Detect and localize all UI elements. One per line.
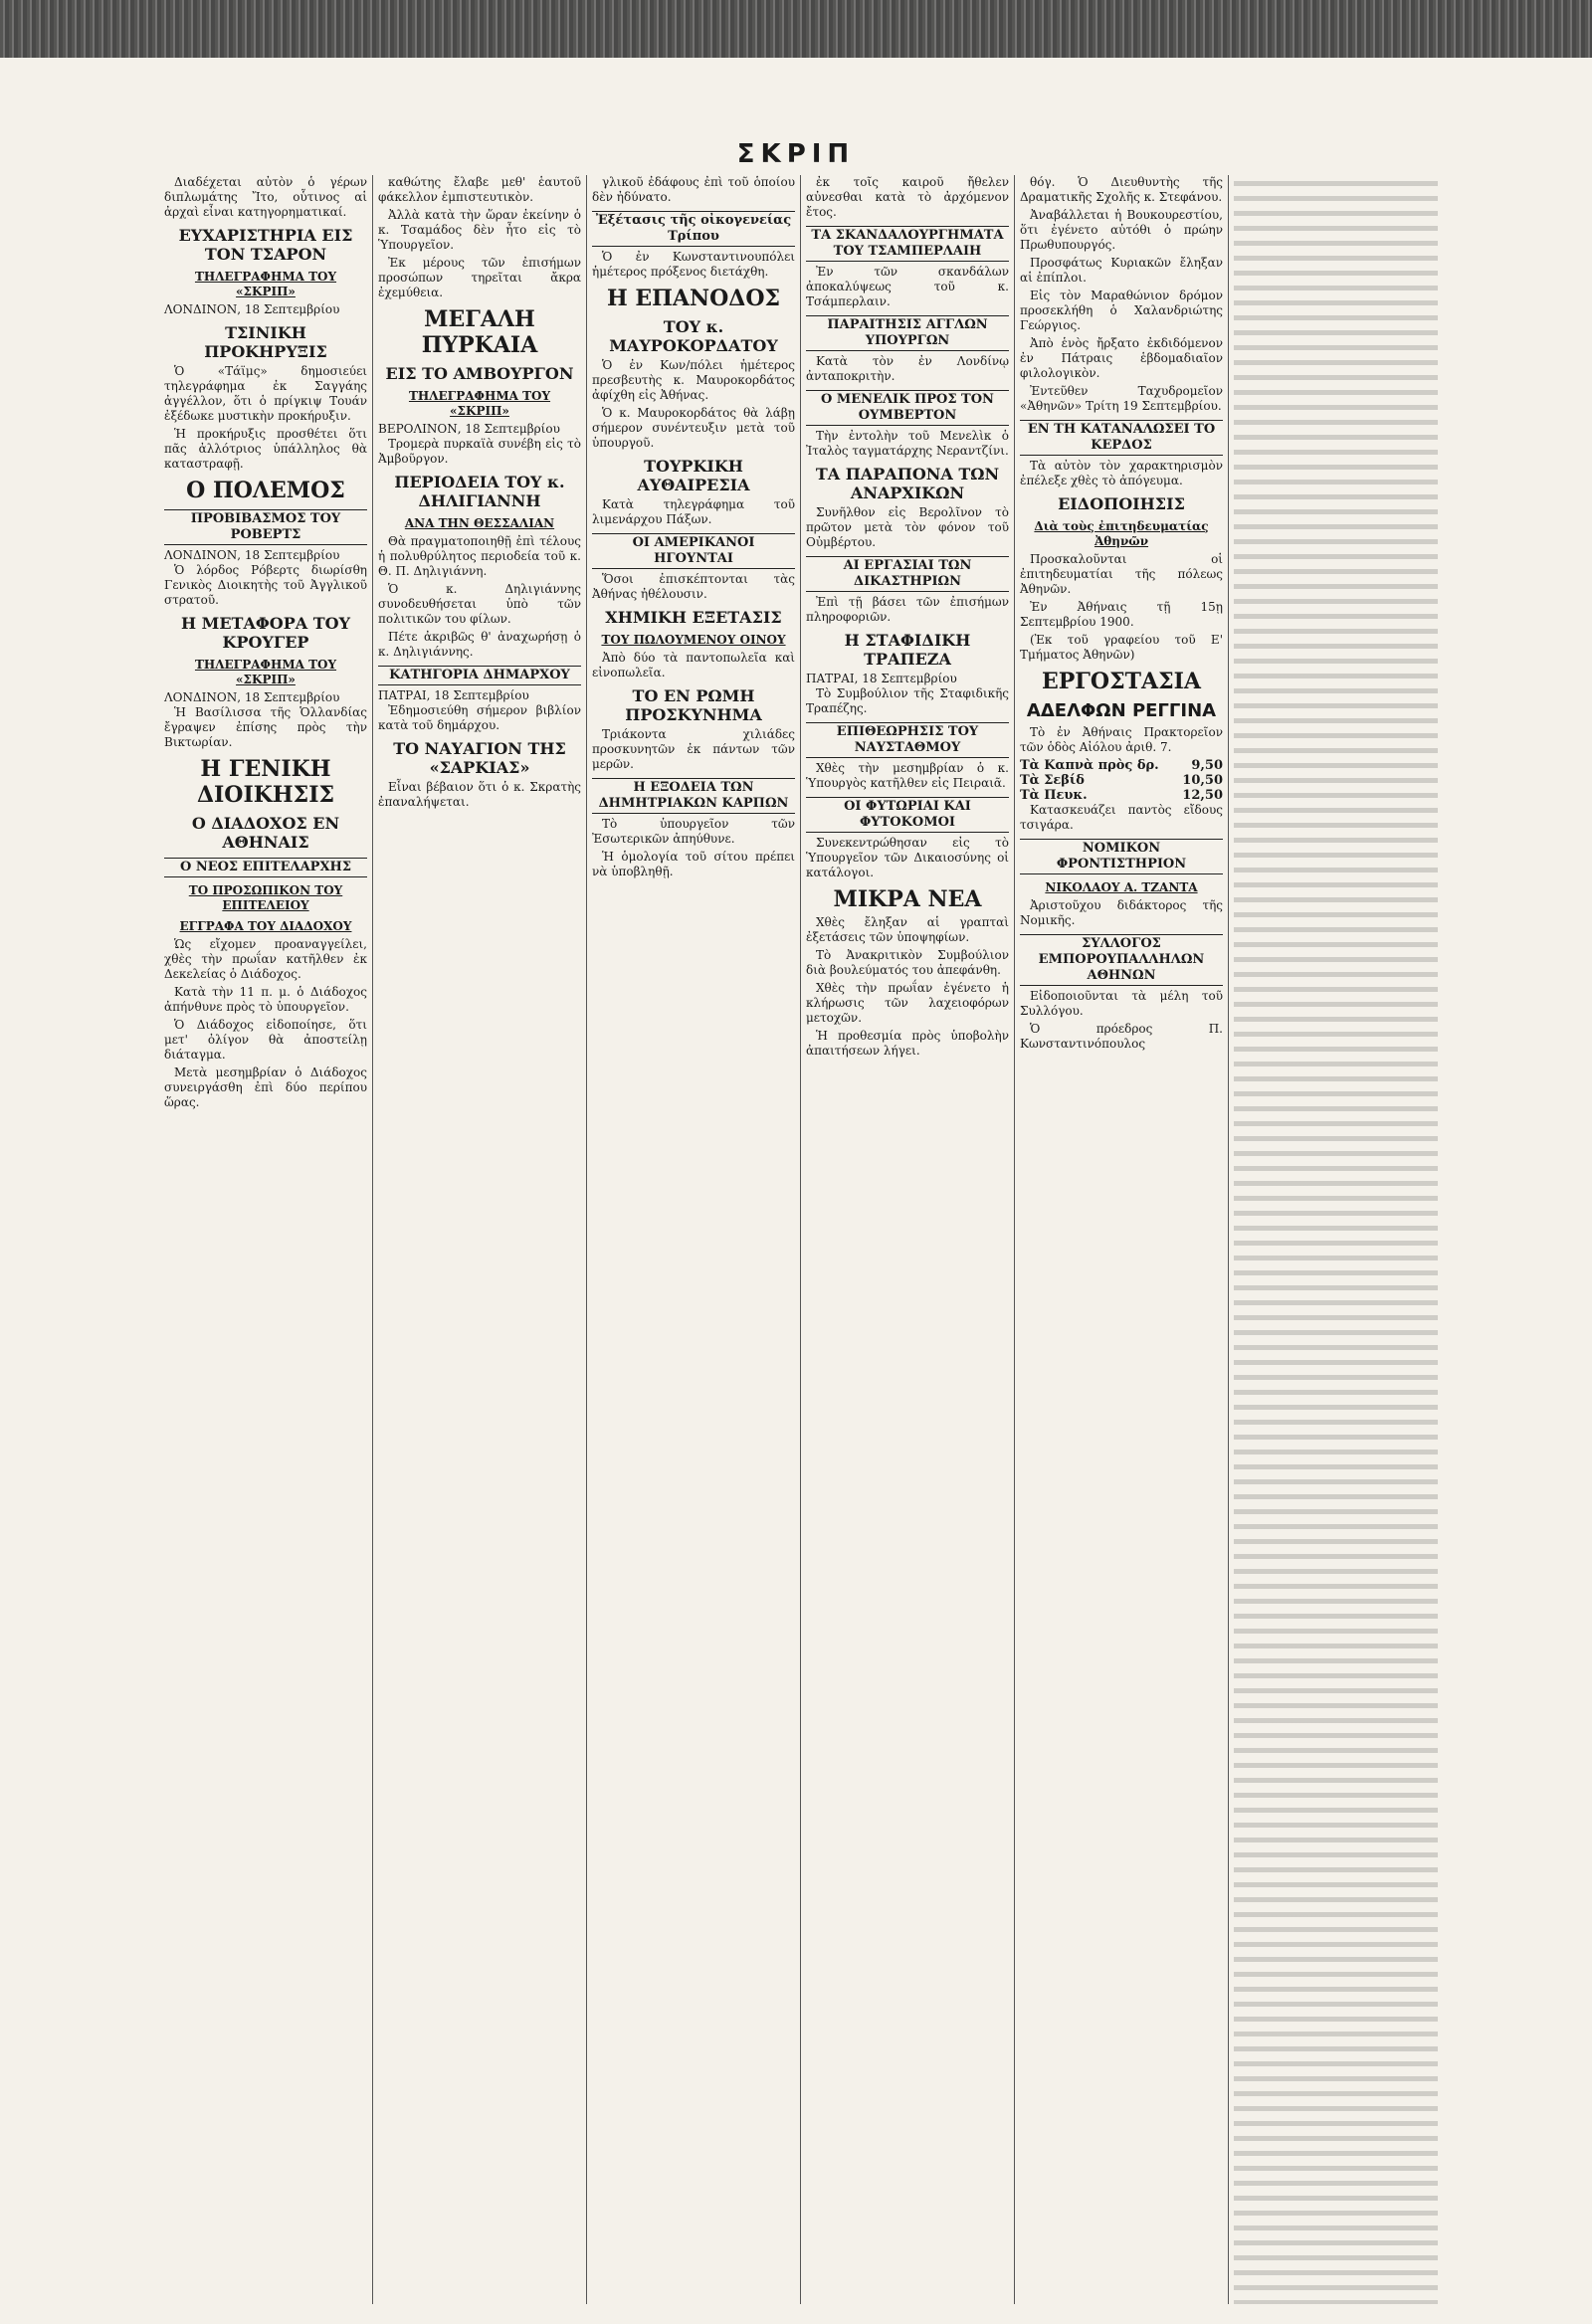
article-paragraph: Τριάκοντα χιλιάδες προσκυνητῶν ἐκ πάντων τῶν μερῶν.	[592, 727, 795, 771]
article-paragraph: Τὸ Συμβούλιον τῆς Σταφιδικῆς Τραπέζης.	[806, 686, 1009, 715]
column-2	[373, 175, 587, 2304]
price-row	[1020, 773, 1223, 788]
article-paragraph: Ἡ ὁμολογία τοῦ σίτου πρέπει νὰ ὑποβληθῇ.	[592, 850, 795, 878]
article-paragraph: ἐκ τοῖς καιροῦ ἤθελεν αὐνεσθαι κατὰ τὸ ἀρχόμενον ἔτος.	[806, 175, 1009, 219]
dateline: ΛΟΝΔΙΝΟΝ, 18 Σεπτεμβρίου	[164, 548, 340, 562]
price-label: Τὰ Πευκ.	[1020, 788, 1088, 803]
article-paragraph: Συνῆλθον εἰς Βερολῖνον τὸ πρῶτον μετὰ τὸν φόνον τοῦ Οὐμβέρτου.	[806, 505, 1009, 549]
price-row	[1020, 788, 1223, 803]
article-paragraph: Μετὰ μεσημβρίαν ὁ Διάδοχος συνειργάσθη ἐπὶ δύο περίπου ὥρας.	[164, 1065, 367, 1109]
column-5	[1015, 175, 1229, 2304]
article-heading: Η ΣΤΑΦΙΔΙΚΗ ΤΡΑΠΕΖΑ	[844, 631, 971, 669]
article-paragraph: Ὁ λόρδος Ρόβερτς διωρίσθη Γενικὸς Διοικητὴς τοῦ Ἀγγλικοῦ στρατοῦ.	[164, 563, 367, 607]
article-heading: ΠΡΟΒΙΒΑΣΜΟΣ ΤΟΥ ΡΟΒΕΡΤΣ	[164, 509, 367, 545]
article-paragraph: Ἀλλὰ κατὰ τὴν ὥραν ἐκείνην ὁ κ. Τσαμάδος δὲν ἦτο εἰς τὸ Ὑπουργεῖον.	[378, 208, 581, 252]
article-paragraph: Ἐδημοσιεύθη σήμερον βιβλίον κατὰ τοῦ δημάρχου.	[378, 703, 581, 732]
article-heading: ΣΥΛΛΟΓΟΣ ΕΜΠΟΡΟΥΠΑΛΛΗΛΩΝ ΑΘΗΝΩΝ	[1020, 934, 1223, 986]
article-paragraph: Ὁ ἐν Κων/πόλει ἡμέτερος πρεσβευτὴς κ. Μαυροκορδάτος ἀφίχθη εἰς Ἀθήνας.	[592, 358, 795, 402]
article-paragraph: Ἐπὶ τῇ βάσει τῶν ἐπισήμων πληροφοριῶν.	[806, 595, 1009, 624]
masthead-title: ΣΚΡΙΠ	[736, 139, 856, 169]
article-heading: ΤΗΛΕΓΡΑΦΗΜΑ ΤΟΥ «ΣΚΡΙΠ»	[194, 658, 337, 686]
article-paragraph: Εἰδοποιοῦνται τὰ μέλη τοῦ Συλλόγου.	[1020, 989, 1223, 1018]
article-heading: ΜΙΚΡΑ ΝΕΑ	[833, 886, 982, 912]
article-heading: Η ΓΕΝΙΚΗ ΔΙΟΙΚΗΣΙΣ	[196, 756, 335, 808]
article-heading: ΟΙ ΦΥΤΩΡΙΑΙ ΚΑΙ ΦΥΤΟΚΟΜΟΙ	[806, 797, 1009, 833]
article-paragraph: Τὴν ἐντολὴν τοῦ Μενελὶκ ὁ Ἰταλὸς ταγματάρχης Νεραντζίνι.	[806, 429, 1009, 458]
article-paragraph: Ἐν τῶν σκανδάλων ἀποκαλύψεως τοῦ κ. Τσάμπερλαιν.	[806, 265, 1009, 308]
article-paragraph: Ἀπὸ δύο τὰ παντοπωλεῖα καὶ εἰνοπωλεῖα.	[592, 651, 795, 679]
price-value: 10,50	[1182, 773, 1223, 788]
article-heading: ΕΙΔΟΠΟΙΗΣΙΣ	[1058, 494, 1185, 513]
article-heading: ΕΝ ΤΗ ΚΑΤΑΝΑΛΩΣΕΙ ΤΟ ΚΕΡΔΟΣ	[1020, 420, 1223, 456]
article-heading: Η ΕΠΑΝΟΔΟΣ	[606, 286, 781, 311]
article-paragraph: Τὸ ὑπουργεῖον τῶν Ἐσωτερικῶν ἀπηύθυνε.	[592, 817, 795, 846]
article-heading: ΕΠΙΘΕΩΡΗΣΙΣ ΤΟΥ ΝΑΥΣΤΑΘΜΟΥ	[806, 722, 1009, 758]
article-paragraph: Τὸ Ἀνακριτικὸν Συμβούλιον διὰ βουλεύματός του ἀπεφάνθη.	[806, 948, 1009, 977]
article-heading: Ο ΠΟΛΕΜΟΣ	[186, 478, 345, 503]
price-value: 12,50	[1182, 788, 1223, 803]
article-paragraph: Εἰς τὸν Μαραθώνιον δρόμον προσεκλήθη ὁ Χαλανδριώτης Γεώργιος.	[1020, 289, 1223, 332]
article-paragraph: Χθὲς τὴν μεσημβρίαν ὁ κ. Ὑπουργὸς κατῆλθεν εἰς Πειραιᾶ.	[806, 761, 1009, 790]
article-paragraph: γλικοῦ ἐδάφους ἐπὶ τοῦ ὁποίου δὲν ἠδύνατο.	[592, 175, 795, 204]
price-label: Τὰ Καπνὰ πρὸς δρ.	[1020, 758, 1159, 773]
article-paragraph: θόγ. Ὁ Διευθυντὴς τῆς Δραματικῆς Σχολῆς κ. Στεφάνου.	[1020, 175, 1223, 204]
article-heading: ΠΑΡΑΙΤΗΣΙΣ ΑΓΓΛΩΝ ΥΠΟΥΡΓΩΝ	[806, 315, 1009, 351]
newspaper-page	[159, 175, 1443, 2304]
article-heading: Ο ΝΕΟΣ ΕΠΙΤΕΛΑΡΧΗΣ	[164, 858, 367, 877]
article-paragraph: Κατὰ τὸν ἐν Λονδίνῳ ἀνταποκριτὴν.	[806, 354, 1009, 383]
price-row	[1020, 758, 1223, 773]
article-heading: ΤΟ ΕΝ ΡΩΜΗ ΠΡΟΣΚΥΝΗΜΑ	[625, 686, 762, 724]
article-paragraph: Ἡ προκήρυξις προσθέτει ὅτι πᾶς ἀλλότριος ὑπάλληλος θὰ καταστραφῇ.	[164, 427, 367, 471]
article-paragraph: καθώτης ἔλαβε μεθ' ἑαυτοῦ φάκελλον ἐμπιστευτικὸν.	[378, 175, 581, 204]
article-heading: ΠΕΡΙΟΔΕΙΑ ΤΟΥ κ. ΔΗΛΙΓΙΑΝΝΗ	[394, 473, 565, 510]
dateline: ΛΟΝΔΙΝΟΝ, 18 Σεπτεμβρίου	[164, 690, 340, 704]
article-paragraph: Θὰ πραγματοποιηθῇ ἐπὶ τέλους ἡ πολυθρύλητος περιοδεία τοῦ κ. Θ. Π. Δηλιγιάννη.	[378, 534, 581, 578]
article-heading: Η ΕΞΟΔΕΙΑ ΤΩΝ ΔΗΜΗΤΡΙΑΚΩΝ ΚΑΡΠΩΝ	[592, 778, 795, 814]
price-label: Τὰ Σεβίδ	[1020, 773, 1085, 788]
article-heading: ΝΙΚΟΛΑΟΥ Α. ΤΖΑΝΤΑ	[1045, 880, 1198, 894]
article-paragraph: Ὁ ἐν Κωνσταντινουπόλει ἡμέτερος πρόξενος διετάχθη.	[592, 250, 795, 279]
column-6	[1229, 175, 1443, 2304]
article-paragraph: Κατασκευάζει παντὸς εἴδους τσιγάρα.	[1020, 803, 1223, 832]
article-paragraph: Ἡ Βασίλισσα τῆς Ὁλλανδίας ἔγραψεν ἐπίσης πρὸς τὴν Βικτωρίαν.	[164, 705, 367, 749]
article-paragraph: Ἐκ μέρους τῶν ἐπισήμων προσώπων τηρεῖται ἄκρα ἐχεμύθεια.	[378, 256, 581, 299]
article-heading: Ἐξέτασις τῆς οἰκογενείας Τρίπου	[592, 211, 795, 247]
article-paragraph: Τὸ ἐν Ἀθήναις Πρακτορεῖον τῶν ὁδὸς Αἰόλου ἀριθ. 7.	[1020, 725, 1223, 754]
article-paragraph: (Ἐκ τοῦ γραφείου τοῦ Ε' Τμήματος Ἀθηνῶν)	[1020, 633, 1223, 662]
article-heading: ΕΓΓΡΑΦΑ ΤΟΥ ΔΙΑΔΟΧΟΥ	[179, 919, 352, 933]
article-paragraph: Ὡς εἴχομεν προαναγγείλει, χθὲς τὴν πρωΐαν κατῆλθεν ἐκ Δεκελείας ὁ Διάδοχος.	[164, 937, 367, 981]
article-heading: ΕΥΧΑΡΙΣΤΗΡΙΑ ΕΙΣ ΤΟΝ ΤΣΑΡΟΝ	[178, 226, 353, 264]
article-heading: Ο ΜΕΝΕΛΙΚ ΠΡΟΣ ΤΟΝ ΟΥΜΒΕΡΤΟΝ	[806, 390, 1009, 426]
dateline: ΠΑΤΡΑΙ, 18 Σεπτεμβρίου	[378, 688, 529, 702]
article-paragraph: Διαδέχεται αὐτὸν ὁ γέρων διπλωμάτης Ἴτο, οὗτινος αἱ ἀρχαὶ εἶναι κατηγορηματικαί.	[164, 175, 367, 219]
column-3	[587, 175, 801, 2304]
column-text-filler	[1234, 175, 1438, 2304]
article-heading: ΤΟΥ κ. ΜΑΥΡΟΚΟΡΔΑΤΟΥ	[609, 317, 778, 355]
dateline: ΒΕΡΟΛΙΝΟΝ, 18 Σεπτεμβρίου	[378, 422, 560, 436]
dateline: ΠΑΤΡΑΙ, 18 Σεπτεμβρίου	[806, 672, 957, 685]
article-heading: ΤΟ ΠΡΟΣΩΠΙΚΟΝ ΤΟΥ ΕΠΙΤΕΛΕΙΟΥ	[188, 883, 343, 912]
article-paragraph: Ἀριστοῦχου διδάκτορος τῆς Νομικῆς.	[1020, 898, 1223, 927]
dateline: ΛΟΝΔΙΝΟΝ, 18 Σεπτεμβρίου	[164, 302, 340, 316]
article-heading: ΤΗΛΕΓΡΑΦΗΜΑ ΤΟΥ «ΣΚΡΙΠ»	[408, 389, 551, 418]
article-heading: ΜΕΓΑΛΗ ΠΥΡΚΑΙΑ	[421, 306, 538, 358]
article-heading: ΕΡΓΟΣΤΑΣΙΑ	[1041, 669, 1201, 694]
top-scan-band	[0, 0, 1592, 58]
article-paragraph: Κατὰ τὴν 11 π. μ. ὁ Διάδοχος ἀπήνθυνε πρὸς τὸ ὑπουργεῖον.	[164, 985, 367, 1014]
article-paragraph: Ἐν Ἀθήναις τῇ 15ῃ Σεπτεμβρίου 1900.	[1020, 600, 1223, 629]
article-heading: ΤΣΙΝΙΚΗ ΠΡΟΚΗΡΥΞΙΣ	[204, 323, 327, 361]
article-paragraph: Προσφάτως Κυριακῶν ἔληξαν αἱ ἐπίπλοι.	[1020, 256, 1223, 285]
article-paragraph: Προσκαλοῦνται οἱ ἐπιτηδευματίαι τῆς πόλεως Ἀθηνῶν.	[1020, 552, 1223, 596]
article-paragraph: Ὅσοι ἐπισκέπτονται τὰς Ἀθήνας ἠθέλουσιν.	[592, 572, 795, 601]
article-heading: Διὰ τοὺς ἐπιτηδευματίας Ἀθηνῶν	[1034, 519, 1209, 548]
article-heading: ΑΝΑ ΤΗΝ ΘΕΣΣΑΛΙΑΝ	[404, 516, 555, 530]
article-paragraph: Ὁ «Τάϊμς» δημοσιεύει τηλεγράφημα ἐκ Σαγγάης ἀγγέλλον, ὅτι ὁ πρίγκιψ Τουάν ἐξέδωκε μυστικὴν προκήρυξιν.	[164, 364, 367, 423]
article-heading: ΑΔΕΛΦΩΝ ΡΕΓΓΙΝΑ	[1026, 700, 1217, 721]
article-paragraph: Ἀναβάλλεται ἡ Βουκουρεστίου, ὅτι ἐγένετο αὐτόθι ὁ πρώην Πρωθυπουργός.	[1020, 208, 1223, 252]
article-paragraph: Ὁ κ. Δηλιγιάννης συνοδευθήσεται ὑπὸ τῶν πολιτικῶν του φίλων.	[378, 582, 581, 626]
column-4	[801, 175, 1015, 2304]
article-heading: ΧΗΜΙΚΗ ΕΞΕΤΑΣΙΣ	[605, 608, 782, 627]
article-paragraph: Ἐντεῦθεν Ταχυδρομεῖον «Ἀθηνῶν» Τρίτη 19 Σεπτεμβρίου.	[1020, 384, 1223, 413]
article-heading: ΑΙ ΕΡΓΑΣΙΑΙ ΤΩΝ ΔΙΚΑΣΤΗΡΙΩΝ	[806, 556, 1009, 592]
article-paragraph: Ὁ κ. Μαυροκορδάτος θὰ λάβῃ σήμερον συνέντευξιν μετὰ τοῦ ὑπουργοῦ.	[592, 406, 795, 450]
article-paragraph: Τὰ αὐτὸν τὸν χαρακτηρισμὸν ἐπέλεξε χθὲς τὸ ἀπόγευμα.	[1020, 459, 1223, 487]
article-paragraph: Χθὲς τὴν πρωΐαν ἐγένετο ἡ κλήρωσις τῶν λαχειοφόρων μετοχῶν.	[806, 981, 1009, 1025]
article-paragraph: Συνεκεντρώθησαν εἰς τὸ Ὑπουργεῖον τῶν Δικαιοσύνης οἱ κατάλογοι.	[806, 836, 1009, 879]
article-paragraph: Ὁ πρόεδρος Π. Κωνσταντινόπουλος	[1020, 1022, 1223, 1051]
article-heading: ΚΑΤΗΓΟΡΙΑ ΔΗΜΑΡΧΟΥ	[378, 666, 581, 685]
article-heading: ΤΟΥΡΚΙΚΗ ΑΥΘΑΙΡΕΣΙΑ	[637, 457, 750, 494]
article-paragraph: Χθὲς ἔληξαν αἱ γραπταὶ ἐξετάσεις τῶν ὑποψηφίων.	[806, 915, 1009, 944]
column-1	[159, 175, 373, 2304]
article-heading: ΤΟ ΝΑΥΑΓΙΟΝ ΤΗΣ «ΣΑΡΚΙΑΣ»	[393, 739, 566, 777]
article-heading: ΕΙΣ ΤΟ ΑΜΒΟΥΡΓΟΝ	[385, 364, 574, 383]
article-paragraph: Ἡ προθεσμία πρὸς ὑποβολὴν ἀπαιτήσεων λήγει.	[806, 1029, 1009, 1058]
article-paragraph: Τρομερὰ πυρκαϊὰ συνέβη εἰς τὸ Ἀμβοῦργον.	[378, 437, 581, 466]
price-value: 9,50	[1191, 758, 1223, 773]
article-heading: Ο ΔΙΑΔΟΧΟΣ ΕΝ ΑΘΗΝΑΙΣ	[191, 814, 340, 852]
article-heading: ΤΟΥ ΠΩΛΟΥΜΕΝΟΥ ΟΙΝΟΥ	[601, 633, 786, 647]
article-paragraph: Πέτε ἀκριβῶς θ' ἀναχωρήσῃ ὁ κ. Δηλιγιάννης.	[378, 630, 581, 659]
article-paragraph: Κατὰ τηλεγράφημα τοῦ λιμενάρχου Πάξων.	[592, 497, 795, 526]
article-heading: ΝΟΜΙΚΟΝ ΦΡΟΝΤΙΣΤΗΡΙΟΝ	[1020, 839, 1223, 874]
article-paragraph: Εἶναι βέβαιον ὅτι ὁ κ. Σκρατὴς ἐπαναλήψεται.	[378, 780, 581, 809]
article-heading: ΤΑ ΠΑΡΑΠΟΝΑ ΤΩΝ ΑΝΑΡΧΙΚΩΝ	[815, 465, 1000, 502]
article-heading: Η ΜΕΤΑΦΟΡΑ ΤΟΥ ΚΡΟΥΓΕΡ	[180, 614, 351, 652]
article-heading: ΤΑ ΣΚΑΝΔΑΛΟΥΡΓΗΜΑΤΑ ΤΟΥ ΤΣΑΜΠΕΡΛΑΙΗ	[806, 226, 1009, 262]
article-heading: ΟΙ ΑΜΕΡΙΚΑΝΟΙ ΗΓΟΥΝΤΑΙ	[592, 533, 795, 569]
article-paragraph: Ἀπὸ ἑνὸς ἤρξατο ἐκδιδόμενον ἐν Πάτραις ἑβδομαδιαῖον φιλολογικὸν.	[1020, 336, 1223, 380]
article-heading: ΤΗΛΕΓΡΑΦΗΜΑ ΤΟΥ «ΣΚΡΙΠ»	[194, 270, 337, 298]
article-paragraph: Ὁ Διάδοχος εἰδοποίησε, ὅτι μετ' ὀλίγον θὰ ἀποστείλῃ διάταγμα.	[164, 1018, 367, 1062]
